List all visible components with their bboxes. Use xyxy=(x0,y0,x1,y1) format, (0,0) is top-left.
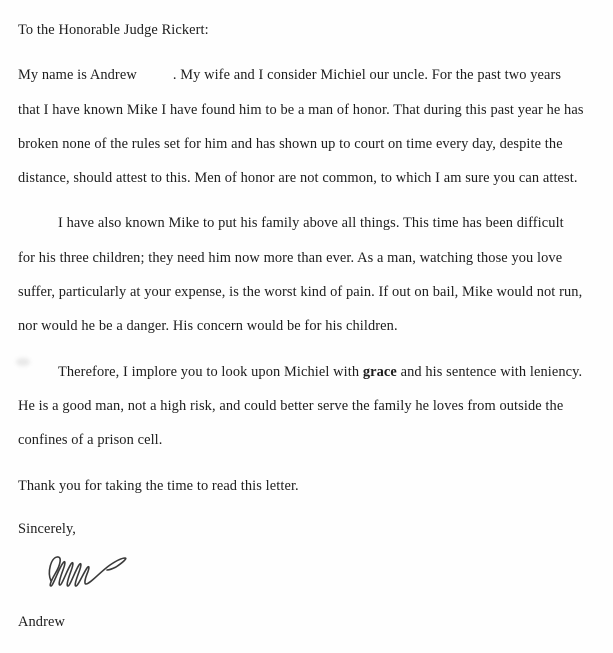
text-segment: grace xyxy=(362,363,397,380)
salutation: To the Honorable Judge Rickert: xyxy=(18,22,209,38)
letter-paragraph xyxy=(18,206,603,343)
letter-line xyxy=(18,355,603,389)
letter-line: He is a good man, not a high risk, and could better serve the family he loves from outside the xyxy=(18,397,564,414)
letter-line: confines of a prison cell. xyxy=(18,432,163,449)
text-segment: My name is Andrew xyxy=(18,67,137,84)
letter-paragraph xyxy=(18,469,603,503)
letter-paragraph xyxy=(18,58,603,195)
letter-line: distance, should attest to this. Men of honor are not common, to which I am sure you can attest. xyxy=(18,170,578,187)
closing: Sincerely, xyxy=(18,520,77,537)
letter-line: that I have known Mike I have found him to be a man of honor. That during this past year he has xyxy=(18,101,584,118)
text-segment: . My wife and I consider Michiel our uncle. For the past two years xyxy=(172,67,562,84)
letter-paragraph xyxy=(18,355,603,458)
signature-scribble-icon xyxy=(44,548,134,592)
letter-line: Thank you for taking the time to read this letter. xyxy=(18,477,299,494)
handwritten-signature xyxy=(44,548,603,592)
letter-line: I have also known Mike to put his family above all things. This time has been difficult xyxy=(58,215,564,232)
letter-body xyxy=(18,13,603,639)
text-segment: Therefore, I implore you to look upon Michiel with xyxy=(58,363,363,380)
text-segment: and his sentence with leniency. xyxy=(396,363,583,380)
letter-line: nor would he be a danger. His concern would be for his children. xyxy=(18,318,398,335)
signature-name: Andrew xyxy=(18,614,65,631)
letter-line: suffer, particularly at your expense, is the worst kind of pain. If out on bail, Mike would not run, xyxy=(18,284,583,301)
letter-line xyxy=(18,58,603,92)
letter-line: for his three children; they need him now more than ever. As a man, watching those you love xyxy=(18,249,563,266)
letter-paragraphs xyxy=(18,58,603,503)
letter-line: broken none of the rules set for him and has shown up to court on time every day, despite the xyxy=(18,135,563,152)
